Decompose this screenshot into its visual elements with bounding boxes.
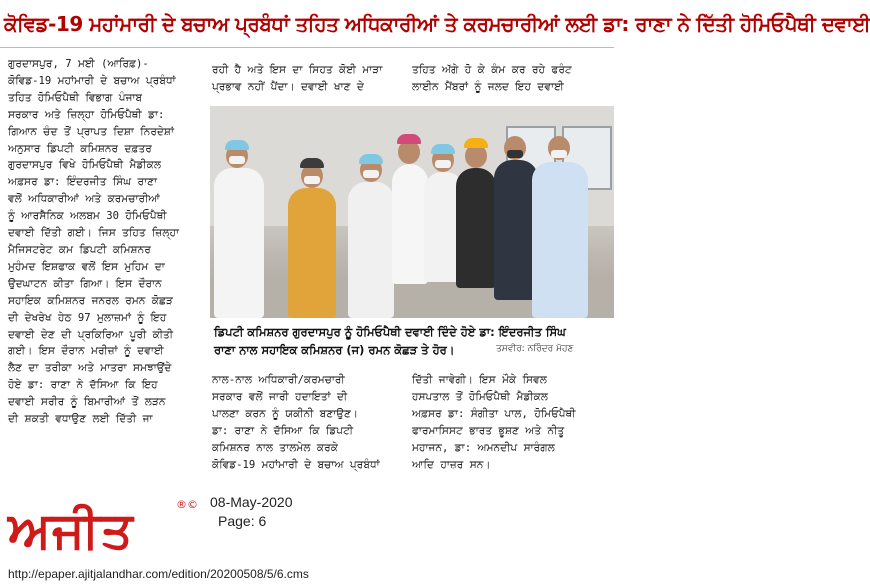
photo-person bbox=[348, 182, 394, 318]
article-line: ਤਹਿਤ ਹੋਮਿਓਪੈਥੀ ਵਿਭਾਗ ਪੰਜਾਬ bbox=[8, 91, 143, 104]
photo-person bbox=[532, 162, 588, 318]
article-line: ਕੋਵਿਡ-19 ਮਹਾਂਮਾਰੀ ਦੇ ਬਚਾਅ ਪ੍ਰਬੰਧਾਂ bbox=[212, 458, 380, 471]
photo-credit: ਤਸਵੀਰ: ਨਰਿੰਦਰ ਮੋਹਣ bbox=[496, 344, 574, 354]
article-line: ਸਰਕਾਰ ਅਤੇ ਜ਼ਿਲ੍ਹਾ ਹੋਮਿਓਪੈਥੀ ਡਾ: bbox=[8, 108, 165, 121]
photo-person bbox=[392, 164, 428, 284]
photo-person-cap bbox=[431, 144, 455, 154]
page-number: Page: 6 bbox=[218, 513, 267, 529]
photo-person-mask bbox=[229, 156, 245, 164]
article-line: ਮੁਹੰਮਦ ਇਸ਼ਫਾਕ ਵਲੋਂ ਇਸ ਮੁਹਿਮ ਦਾ bbox=[8, 260, 165, 273]
article-line: ਦੀ ਸ਼ਕਤੀ ਵਧਾਉਣ ਲਈ ਦਿੱਤੀ ਜਾ bbox=[8, 413, 153, 426]
article-line: ਪ੍ਰਭਾਵ ਨਹੀਂ ਪੈਂਦਾ। ਦਵਾਈ ਖਾਣ ਦੇ bbox=[212, 80, 364, 93]
photo-person-mask bbox=[363, 170, 379, 178]
article-line: ਆਦਿ ਹਾਜ਼ਰ ਸਨ। bbox=[412, 458, 491, 471]
article-line: ਦੀ ਦੇਖਰੇਖ ਹੇਠ 97 ਮੁਲਾਜ਼ਮਾਂ ਨੂੰ ਇਹ bbox=[8, 311, 167, 324]
article-line: ਲੈਣ ਦਾ ਤਰੀਕਾ ਅਤੇ ਮਾਤਰਾ ਸਮਝਾਉਂਦੇ bbox=[8, 362, 172, 375]
caption-line: ਡਿਪਟੀ ਕਮਿਸ਼ਨਰ ਗੁਰਦਾਸਪੁਰ ਨੂੰ ਹੋਮਿਓਪੈਥੀ ਦਵਾਈ ਦਿੰਦੇ ਹੋਏ ਡਾ: ਇੰਦਰਜੀਤ ਸਿੰਘ bbox=[214, 325, 566, 339]
photo-person bbox=[456, 168, 496, 288]
article-line: ਨੂੰ ਆਰਸੈਨਿਕ ਅਲਬਮ 30 ਹੋਮਿਓਪੈਥੀ bbox=[8, 210, 167, 223]
article-line: ਹੋਏ ਡਾ: ਰਾਣਾ ਨੇ ਦੱਸਿਆ ਕਿ ਇਹ bbox=[8, 379, 158, 392]
article-line: ਸਹਾਇਕ ਕਮਿਸ਼ਨਰ ਜਨਰਲ ਰਮਨ ਕੋਛੜ bbox=[8, 294, 173, 307]
photo-caption bbox=[214, 323, 610, 363]
article-line: ਦਵਾਈ ਦੇਣ ਦੀ ਪ੍ਰਕਿਰਿਆ ਪੂਰੀ ਕੀਤੀ bbox=[8, 328, 174, 341]
article-line: ਉਦਘਾਟਨ ਕੀਤਾ ਗਿਆ। ਇਸ ਦੌਰਾਨ bbox=[8, 277, 162, 290]
article-line: ਦਵਾਈ ਦਿੱਤੀ ਗਈ। ਜਿਸ ਤਹਿਤ ਜ਼ਿਲ੍ਹਾ bbox=[8, 227, 180, 240]
article-line: ਹਸਪਤਾਲ ਤੋਂ ਹੋਮਿਓਪੈਥੀ ਮੈਡੀਕਲ bbox=[412, 390, 548, 403]
article-line: ਗੁਰਦਾਸਪੁਰ, 7 ਮਈ (ਆਰਿਫ਼)- bbox=[8, 58, 149, 70]
article-line: ਮੈਜਿਸਟਰੇਟ ਕਮ ਡਿਪਟੀ ਕਮਿਸ਼ਨਰ bbox=[8, 243, 151, 256]
caption-line: ਰਾਣਾ ਨਾਲ ਸਹਾਇਕ ਕਮਿਸ਼ਨਰ (ਜ) ਰਮਨ ਕੋਛੜ ਤੇ ਹੋਰ। bbox=[214, 343, 455, 357]
photo-person-mask bbox=[551, 150, 567, 158]
article-line: ਗਈ। ਇਸ ਦੌਰਾਨ ਮਰੀਜ਼ਾਂ ਨੂੰ ਦਵਾਈ bbox=[8, 345, 164, 358]
article-line: ਕਮਿਸ਼ਨਰ ਨਾਲ ਤਾਲਮੇਲ ਕਰਕੇ bbox=[212, 441, 338, 454]
photo-person-cap bbox=[359, 154, 383, 164]
edition-date: 08-May-2020 bbox=[210, 494, 293, 510]
article-line: ਦਵਾਈ ਸਰੀਰ ਨੂੰ ਬਿਮਾਰੀਆਂ ਤੋਂ ਲੜਨ bbox=[8, 396, 166, 409]
article-column-4 bbox=[212, 372, 410, 473]
article-line: ਦਿੱਤੀ ਜਾਵੇਗੀ। ਇਸ ਮੌਕੇ ਸਿਵਲ bbox=[412, 374, 547, 386]
article-line: ਅਫ਼ਸਰ ਡਾ: ਸੰਗੀਤਾ ਪਾਲ, ਹੋਮਿਓਪੈਥੀ bbox=[412, 407, 576, 420]
article-column-2 bbox=[212, 62, 408, 96]
article-line: ਫਾਰਮਾਸਿਸਟ ਭਾਰਤ ਭੂਸ਼ਣ ਅਤੇ ਨੀਤੂ bbox=[412, 424, 565, 437]
photo-person-cap bbox=[397, 134, 421, 144]
article-line: ਅਨੁਸਾਰ ਡਿਪਟੀ ਕਮਿਸ਼ਨਰ ਦਫ਼ਤਰ bbox=[8, 142, 152, 155]
article-column-1 bbox=[8, 56, 206, 428]
photo-person-mask bbox=[507, 150, 523, 158]
photo-person-mask bbox=[304, 176, 320, 184]
photo-person-cap bbox=[300, 158, 324, 168]
ajit-logo: ਅਜੀਤ bbox=[8, 501, 134, 559]
article-line: ਪਾਲਣਾ ਕਰਨ ਨੂੰ ਯਕੀਨੀ ਬਣਾਉਣ। bbox=[212, 407, 358, 420]
article-line: ਗੁਰਦਾਸਪੁਰ ਵਿਖੇ ਹੋਮਿਓਪੈਥੀ ਮੈਡੀਕਲ bbox=[8, 159, 161, 172]
article-line: ਗਿਆਨ ਚੰਦ ਤੋਂ ਪ੍ਰਾਪਤ ਦਿਸ਼ਾ ਨਿਰਦੇਸ਼ਾਂ bbox=[8, 125, 174, 138]
article-line: ਵਲੋਂ ਅਧਿਕਾਰੀਆਂ ਅਤੇ ਕਰਮਚਾਰੀਆਂ bbox=[8, 193, 160, 206]
logo-registered-mark: ®© bbox=[176, 498, 198, 511]
photo-person-cap bbox=[464, 138, 488, 148]
news-photo bbox=[210, 106, 614, 318]
article-line: ਸਰਕਾਰ ਵਲੋਂ ਜਾਰੀ ਹਦਾਇਤਾਂ ਦੀ bbox=[212, 390, 348, 403]
photo-person-mask bbox=[435, 160, 451, 168]
article-line: ਰਹੀ ਹੈ ਅਤੇ ਇਸ ਦਾ ਸਿਹਤ ਕੋਈ ਮਾੜਾ bbox=[212, 64, 383, 76]
article-line: ਨਾਲ-ਨਾਲ ਅਧਿਕਾਰੀ/ਕਰਮਚਾਰੀ bbox=[212, 374, 345, 386]
source-url-link[interactable]: http://epaper.ajitjalandhar.com/edition/20200508/5/6.cms bbox=[8, 567, 309, 581]
photo-person bbox=[214, 168, 264, 318]
article-line: ਤਹਿਤ ਅੱਗੇ ਹੋ ਕੇ ਕੰਮ ਕਰ ਰਹੇ ਫਰੰਟ bbox=[412, 64, 572, 76]
article-line: ਡਾ: ਰਾਣਾ ਨੇ ਦੱਸਿਆ ਕਿ ਡਿਪਟੀ bbox=[212, 424, 354, 437]
article-column-5 bbox=[412, 372, 608, 473]
headline: ਕੋਵਿਡ-19 ਮਹਾਂਮਾਰੀ ਦੇ ਬਚਾਅ ਪ੍ਰਬੰਧਾਂ ਤਹਿਤ ਅਧਿਕਾਰੀਆਂ ਤੇ ਕਰਮਚਾਰੀਆਂ ਲਈ ਡਾ: ਰਾਣਾ ਨੇ ਦਿੱਤੀ ਹੋਮਿਓਪੈਥੀ ਦਵਾਈ bbox=[4, 12, 870, 36]
photo-person-cap bbox=[225, 140, 249, 150]
article-line: ਮਹਾਜਨ, ਡਾ: ਅਮਨਦੀਪ ਸਾਰੰਗਲ bbox=[412, 441, 555, 454]
article-line: ਅਫ਼ਸਰ ਡਾ: ਇੰਦਰਜੀਤ ਸਿੰਘ ਰਾਣਾ bbox=[8, 176, 158, 189]
headline-rule bbox=[0, 47, 614, 48]
photo-person bbox=[288, 188, 336, 318]
article-line: ਲਾਈਨ ਮੈਂਬਰਾਂ ਨੂੰ ਜਲਦ ਇਹ ਦਵਾਈ bbox=[412, 80, 564, 93]
article-column-3 bbox=[412, 62, 608, 96]
article-line: ਕੋਵਿਡ-19 ਮਹਾਂਮਾਰੀ ਦੇ ਬਚਾਅ ਪ੍ਰਬੰਧਾਂ bbox=[8, 74, 176, 87]
